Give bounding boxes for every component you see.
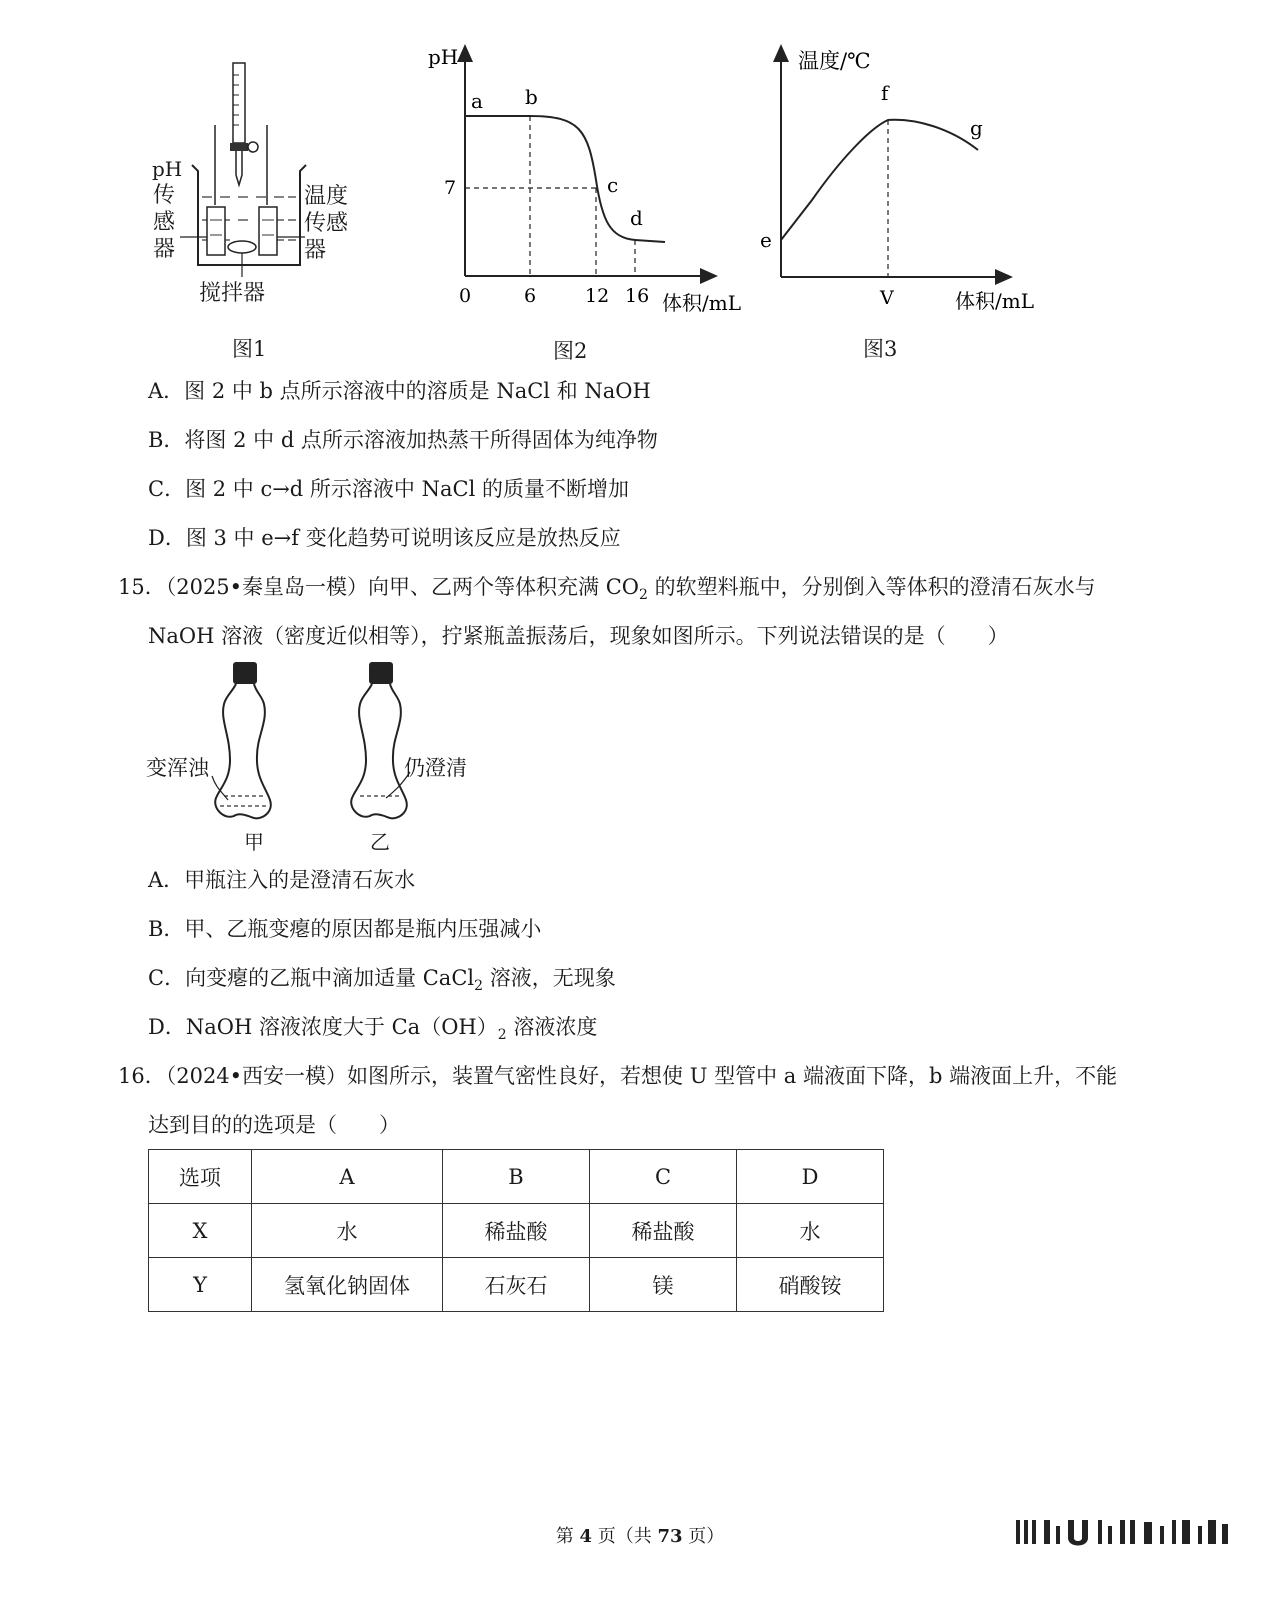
fig2-caption: 图2 bbox=[553, 339, 588, 363]
q15-stem-sub: 2 bbox=[639, 587, 648, 603]
table-cell: 稀盐酸 bbox=[590, 1204, 737, 1258]
q15-option-d-post: 溶液浓度 bbox=[506, 1015, 598, 1039]
q15-option-c-pre: C．向变瘪的乙瓶中滴加适量 CaCl bbox=[148, 966, 475, 990]
q16-options-table bbox=[148, 1149, 884, 1312]
table-cell: 选项 bbox=[149, 1150, 252, 1204]
table-row bbox=[149, 1204, 884, 1258]
fig1-stirrer-label: 搅拌器 bbox=[199, 281, 266, 306]
footer-pre: 第 bbox=[555, 1526, 580, 1547]
fig3-point-f: f bbox=[881, 81, 889, 105]
q15-stem-post: 的软塑料瓶中，分别倒入等体积的澄清石灰水与 bbox=[647, 575, 1096, 599]
table-cell: 稀盐酸 bbox=[443, 1204, 590, 1258]
fig1-caption: 图1 bbox=[232, 337, 267, 361]
figure-2-ph-curve bbox=[420, 40, 750, 330]
fig3-curve bbox=[781, 120, 978, 240]
fig2-ytick-7: 7 bbox=[444, 177, 457, 199]
table-cell: 石灰石 bbox=[443, 1258, 590, 1312]
fig3-caption: 图3 bbox=[863, 337, 898, 361]
fig1-ph-label: pH bbox=[152, 157, 183, 181]
bottle-left-cap bbox=[233, 662, 257, 684]
fig2-point-d: d bbox=[630, 206, 643, 230]
table-cell: 水 bbox=[252, 1204, 443, 1258]
fig3-point-g: g bbox=[970, 116, 983, 140]
bottle-right-name: 乙 bbox=[370, 830, 390, 854]
bottle-left-body bbox=[215, 684, 271, 818]
fig2-xtick-12: 12 bbox=[585, 285, 610, 307]
table-cell: 水 bbox=[737, 1204, 884, 1258]
q15-option-b: B．甲、乙瓶变瘪的原因都是瓶内压强减小 bbox=[148, 917, 542, 941]
table-cell: D bbox=[737, 1150, 884, 1204]
figure-3-temp-curve bbox=[750, 40, 1050, 330]
fig1-temp-sensor-label: 温度传感器 bbox=[304, 184, 349, 263]
table-cell: Y bbox=[149, 1258, 252, 1312]
table-cell: 氢氧化钠固体 bbox=[252, 1258, 443, 1312]
q15-stem-pre: 15．（2025•秦皇岛一模）向甲、乙两个等体积充满 CO bbox=[118, 575, 640, 599]
fig2-point-c: c bbox=[607, 173, 619, 197]
fig2-ylabel: pH bbox=[428, 45, 459, 69]
q16-stem-line1: 16．（2024•西安一模）如图所示，装置气密性良好，若想使 U 型管中 a 端液面下降，b 端液面上升，不能 bbox=[118, 1064, 1118, 1088]
table-row bbox=[149, 1258, 884, 1312]
q15-option-a: A．甲瓶注入的是澄清石灰水 bbox=[148, 868, 416, 892]
q14-option-d: D．图 3 中 e→f 变化趋势可说明该反应是放热反应 bbox=[148, 526, 621, 550]
q16-stem-line2: 达到目的的选项是（ ） bbox=[148, 1113, 400, 1137]
fig3-point-e: e bbox=[760, 228, 772, 252]
watermark-logo bbox=[1010, 1512, 1240, 1552]
fig1-ph-sensor-label: 传感器 bbox=[153, 183, 176, 262]
q15-option-c-post: 溶液，无现象 bbox=[483, 966, 616, 990]
footer-page-number: 4 bbox=[579, 1526, 592, 1547]
fig3-xtick-v: V bbox=[880, 287, 894, 309]
footer-total-pages: 73 bbox=[657, 1526, 683, 1547]
fig2-xtick-6: 6 bbox=[524, 285, 537, 307]
q14-option-a: A．图 2 中 b 点所示溶液中的溶质是 NaCl 和 NaOH bbox=[148, 379, 651, 403]
q14-option-b: B．将图 2 中 d 点所示溶液加热蒸干所得固体为纯净物 bbox=[148, 428, 658, 452]
table-cell: 镁 bbox=[590, 1258, 737, 1312]
table-cell: X bbox=[149, 1204, 252, 1258]
q15-stem-line2: NaOH 溶液（密度近似相等），拧紧瓶盖振荡后，现象如图所示。下列说法错误的是（ ） bbox=[148, 624, 1009, 648]
q15-stem-line1 bbox=[118, 574, 1096, 608]
table-row bbox=[149, 1150, 884, 1204]
q15-option-d-pre: D．NaOH 溶液浓度大于 Ca（OH） bbox=[148, 1015, 498, 1039]
q14-option-c: C．图 2 中 c→d 所示溶液中 NaCl 的质量不断增加 bbox=[148, 477, 629, 501]
q15-option-d bbox=[148, 1014, 597, 1048]
fig2-xlabel: 体积/mL bbox=[662, 291, 741, 315]
table-cell: C bbox=[590, 1150, 737, 1204]
fig2-point-b: b bbox=[525, 85, 538, 109]
q15-option-d-sub: 2 bbox=[497, 1027, 507, 1043]
footer-mid: 页（共 bbox=[592, 1526, 658, 1547]
table-cell: 硝酸铵 bbox=[737, 1258, 884, 1312]
q15-option-c bbox=[148, 965, 616, 999]
fig3-ylabel: 温度/℃ bbox=[798, 49, 871, 73]
bottle-right-label: 仍澄清 bbox=[404, 756, 467, 780]
fig2-xtick-16: 16 bbox=[625, 285, 650, 307]
fig2-xtick-0: 0 bbox=[459, 285, 472, 307]
bottle-right-cap bbox=[369, 662, 393, 684]
table-cell: A bbox=[252, 1150, 443, 1204]
fig2-point-a: a bbox=[471, 89, 483, 113]
q15-option-c-sub: 2 bbox=[474, 978, 484, 994]
footer-post: 页） bbox=[682, 1526, 725, 1547]
bottle-right-body bbox=[351, 684, 407, 818]
table-cell: B bbox=[443, 1150, 590, 1204]
bottle-left-label: 变浑浊 bbox=[146, 756, 209, 780]
bottle-left-name: 甲 bbox=[244, 830, 264, 854]
fig3-xlabel: 体积/mL bbox=[955, 289, 1034, 313]
